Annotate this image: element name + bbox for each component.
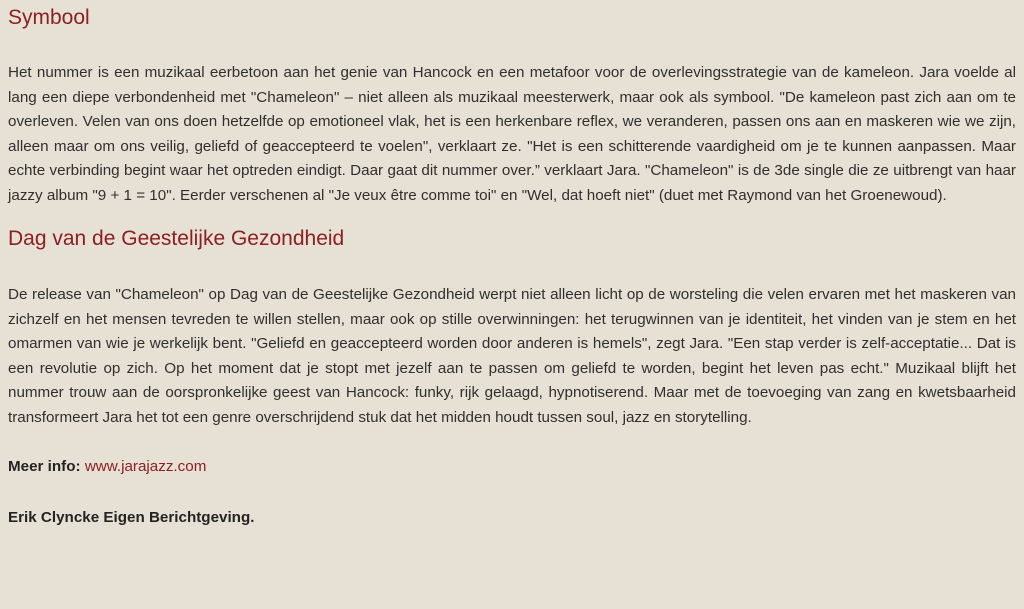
section-heading-symbool: Symbool: [8, 6, 90, 29]
section-paragraph-dag-van-de-geestelijke-gezondheid: De release van "Chameleon" op Dag van de Geestelijke Gezondheid werpt niet alleen licht op de worsteling die velen ervaren met het maskeren van zichzelf en het mensen tevreden te willen stellen, maar ook op stille overwinningen: het terugwinnen van je identiteit, het vinden van je stem en het omarmen van wie je werkelijk bent. "Geliefd en geaccepteerd worden door anderen is hemels", zegt Jara. "Een stap verder is zelf-acceptatie... Dat is een revolutie op zich. Op het moment dat je stopt met jezelf aan te passen om geliefd te worden, begint het leven pas echt." Muzikaal blijft het nummer trouw aan de oorspronkelijke geest van Hancock: funky, rijk gelaagd, hypnotiserend. Maar met de toevoeging van zang en kwetsbaarheid transformeert Jara het tot een genre overschrijdend stuk dat het midden houdt tussen soul, jazz en storytelling.: [8, 286, 1016, 426]
author-signature: Erik Clyncke Eigen Berichtgeving.: [8, 508, 255, 526]
website-link[interactable]: www.jarajazz.com: [84, 458, 207, 475]
section-paragraph-symbool: Het nummer is een muzikaal eerbetoon aan het genie van Hancock en een metafoor voor de overlevingsstrategie van de kameleon. Jara voelde al lang een diepe verbondenheid met "Chameleon" – niet alleen als muzikaal meesterwerk, maar ook als symbool. "De kameleon past zich aan om te overleven. Velen van ons doen hetzelfde op emotioneel vlak, het is een herkenbare reflex, we veranderen, passen ons aan en maskeren wie we zijn, alleen maar om ons veilig, geliefd of geaccepteerd te voelen", verklaart ze. "Het is een schitterende vaardigheid om je te kunnen aanpassen. Maar echte verbinding begint waar het optreden eindigt. Daar gaat dit nummer over.” verklaart Jara. "Chameleon" is de 3de single die ze uitbrengt van haar jazzy album "9 + 1 = 10". Eerder verschenen al "Je veux être comme toi" en "Wel, dat hoeft niet" (duet met Raymond van het Groenewoud).: [8, 64, 1016, 204]
meer-info-line: [8, 455, 1016, 480]
meer-info-label: Meer info:: [8, 458, 81, 475]
section-heading-dag-van-de-geestelijke-gezondheid: Dag van de Geestelijke Gezondheid: [8, 227, 345, 250]
